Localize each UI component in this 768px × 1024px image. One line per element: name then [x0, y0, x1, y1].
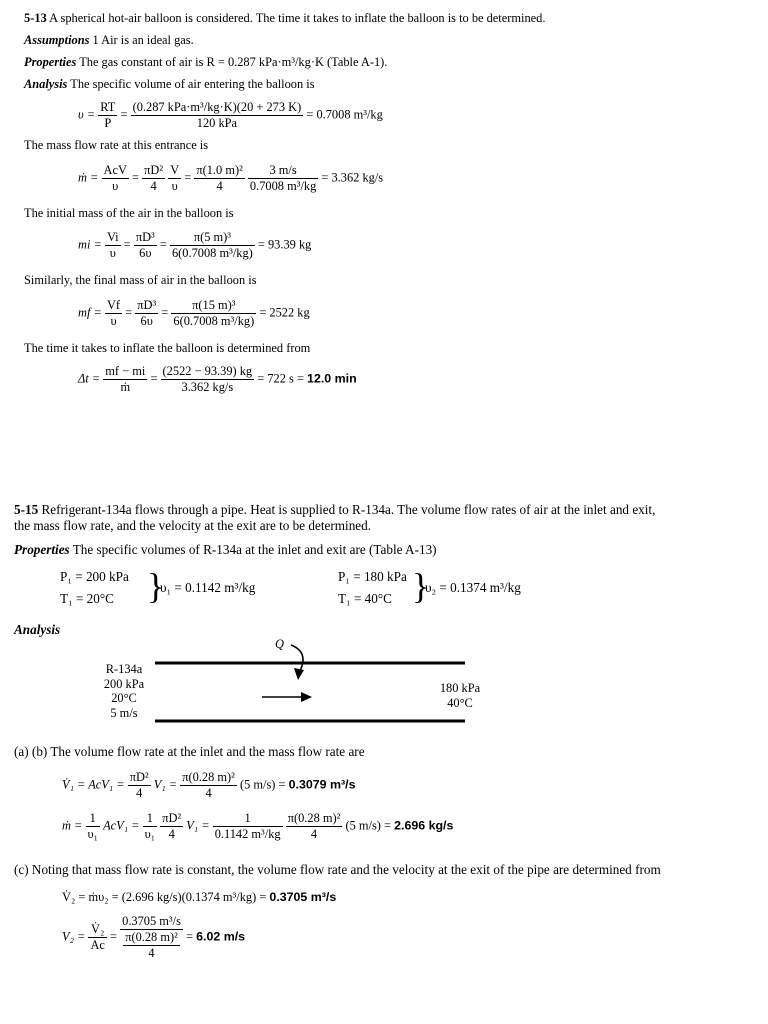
exit-temperature: T₁ = 40°C	[338, 591, 392, 606]
numerator: π(5 m)³	[170, 230, 255, 246]
inlet-velocity-label: 5 m/s	[110, 705, 138, 720]
eq-final-result: 12.0 min	[307, 371, 357, 386]
eq-intermediate: V₁ =	[186, 818, 210, 833]
part-c-text: (c) Noting that mass flow rate is constant, the volume flow rate and the velocity at the exit of the pipe are determined from	[14, 862, 661, 877]
numerator: π(0.28 m)²	[182, 770, 235, 784]
brace: }	[412, 566, 430, 606]
problem-number: 5-15	[14, 502, 39, 517]
heat-label: Q	[275, 637, 284, 651]
eq-lhs: V̇₁ = AcV₁ =	[62, 777, 125, 792]
numerator: π(0.28 m)²	[287, 811, 341, 825]
denominator: P	[104, 116, 112, 130]
eq-result: = 2522 kg	[259, 305, 310, 320]
fluid-label: R-134a	[105, 662, 143, 676]
numerator: πD³	[137, 298, 157, 312]
numerator: (0.287 kPa·m³/kg·K)(20 + 273 K)	[132, 100, 302, 114]
equals: =	[161, 305, 169, 320]
denominator: 120 kPa	[196, 116, 238, 130]
numerator: π(15 m)³	[171, 298, 256, 314]
denominator	[120, 930, 183, 961]
eq-result: = 0.7008 m³/kg	[306, 107, 383, 122]
final-mass-text: Similarly, the final mass of air in the balloon is	[24, 273, 257, 287]
numerator: 3 m/s	[248, 163, 318, 179]
eq-lhs: ṁ =	[62, 818, 83, 833]
mass-flow-rate-equation	[62, 811, 453, 842]
denominator: υ	[109, 246, 116, 260]
denominator: 6(0.7008 m³/kg)	[173, 314, 255, 328]
denominator: 6υ	[140, 314, 153, 328]
numerator: π(1.0 m)²	[196, 163, 243, 177]
equals: =	[184, 170, 192, 185]
inlet-labels	[88, 662, 160, 720]
denominator: 6υ	[139, 246, 152, 260]
problem-statement: Refrigerant-134a flows through a pipe. Heat is supplied to R-134a. The volume flow rates of air at the inlet and exit,	[41, 502, 656, 517]
eq-lhs: Δt =	[78, 371, 101, 386]
eq-lhs: mi =	[78, 237, 102, 252]
compound-fraction	[120, 914, 183, 961]
fraction	[88, 922, 106, 953]
numerator: V	[170, 163, 180, 177]
equals: =	[123, 237, 131, 252]
brace: }	[147, 566, 165, 606]
denominator: 4	[205, 786, 212, 800]
exit-volume-flow-equation	[62, 890, 336, 905]
eq-expression: V̇₂ = ṁυ₂ = (2.696 kg/s)(0.1374 m³/kg) =	[62, 890, 267, 904]
denominator: υ₁	[87, 827, 98, 841]
flow-arrowhead	[301, 692, 312, 702]
properties-label: Properties	[24, 55, 77, 69]
denominator: 4	[216, 179, 223, 193]
fraction	[128, 770, 151, 801]
problem-5-15-intro-line2: the mass flow rate, and the velocity at the exit are to be determined.	[14, 518, 372, 533]
denominator: 3.362 kg/s	[181, 380, 234, 394]
numerator: mf − mi	[105, 364, 146, 378]
equals: =	[120, 107, 128, 122]
numerator: AcV	[103, 163, 127, 177]
properties-text: The gas constant of air is R = 0.287 kPa·m³/kg·K (Table A-1).	[79, 55, 388, 69]
fraction	[286, 811, 343, 842]
eq-intermediate: = 722 s =	[257, 371, 304, 386]
equals: =	[110, 929, 118, 944]
exit-velocity-equation	[62, 914, 245, 961]
numerator: (2522 − 93.39) kg	[162, 364, 253, 378]
eq-final-result: 2.696 kg/s	[394, 818, 454, 833]
denominator: 4	[148, 946, 155, 960]
numerator: πD²	[129, 770, 149, 784]
denominator: υ	[112, 179, 119, 193]
outlet-pressure-label: 180 kPa	[439, 681, 481, 695]
eq-final-result: 0.3705 m³/s	[269, 890, 337, 904]
inlet-pressure: P₁ = 200 kPa	[60, 569, 129, 584]
fraction	[143, 811, 157, 842]
part-ab-text: (a) (b) The volume flow rate at the inlet and the mass flow rate are	[14, 744, 365, 759]
denominator: 0.1142 m³/kg	[214, 827, 281, 841]
numerator: πD²	[162, 811, 182, 825]
inlet-temperature-label: 20°C	[111, 691, 137, 705]
eq-lhs: ṁ =	[78, 170, 99, 185]
denominator: υ₁	[144, 827, 156, 841]
equals: =	[132, 170, 140, 185]
inlet-pressure-label: 200 kPa	[103, 676, 145, 691]
numerator: 1	[86, 811, 100, 827]
denominator: Ac	[90, 938, 105, 952]
denominator: ṁ	[120, 380, 131, 394]
assumptions-text: 1 Air is an ideal gas.	[92, 33, 194, 47]
eq-final-result: 6.02 m/s	[196, 929, 246, 944]
numerator: π(0.28 m)²	[125, 930, 178, 944]
exit-specific-volume: υ₂ = 0.1374 m³/kg	[425, 580, 521, 595]
assumptions-label: Assumptions	[24, 33, 90, 47]
numerator: RT	[100, 100, 116, 114]
problem-number: 5-13	[24, 11, 47, 25]
eq-tail: (5 m/s) =	[345, 818, 392, 833]
inlet-volume-flow-equation	[62, 770, 355, 801]
outlet-temperature-label: 40°C	[447, 696, 473, 710]
eq-intermediate: V₁ =	[153, 777, 178, 792]
fraction	[123, 930, 180, 961]
denominator: 4	[168, 827, 175, 841]
time-text: The time it takes to inflate the balloon is determined from	[24, 341, 311, 355]
analysis-label: Analysis	[24, 77, 68, 91]
mass-flow-text: The mass flow rate at this entrance is	[24, 138, 209, 152]
denominator: 6(0.7008 m³/kg)	[171, 246, 253, 260]
denominator: 4	[310, 827, 318, 841]
numerator: πD³	[135, 230, 155, 244]
numerator: V̇₂	[88, 922, 106, 938]
eq-lhs: υ =	[78, 107, 96, 122]
analysis-label: Analysis	[14, 622, 61, 637]
equals: =	[159, 237, 167, 252]
fraction	[160, 811, 183, 842]
eq-intermediate: AcV₁ =	[103, 818, 140, 833]
denominator: υ	[171, 179, 178, 193]
numerator: Vf	[106, 298, 121, 312]
heat-arrow	[291, 645, 303, 671]
eq-final-result: 0.3079 m³/s	[288, 777, 356, 792]
numerator: 1	[143, 811, 157, 827]
denominator: 0.7008 m³/kg	[249, 179, 317, 193]
problem-statement: A spherical hot-air balloon is considered. The time it takes to inflate the balloon is to be determined.	[49, 11, 546, 25]
properties-text: The specific volumes of R-134a at the inlet and exit are (Table A-13)	[72, 542, 437, 557]
outlet-labels	[428, 681, 492, 711]
numerator: πD²	[144, 163, 164, 177]
eq-lhs: V₂ =	[62, 929, 86, 944]
properties-label: Properties	[14, 542, 70, 557]
equals: =	[186, 929, 194, 944]
analysis-text: The specific volume of air entering the balloon is	[70, 77, 315, 91]
fraction	[213, 811, 283, 842]
inlet-temperature: T₁ = 20°C	[60, 591, 114, 606]
eq-tail: (5 m/s) =	[239, 777, 286, 792]
fraction	[86, 811, 100, 842]
eq-lhs: mf =	[78, 305, 102, 320]
numerator: Vi	[106, 230, 119, 244]
exit-pressure: P₁ = 180 kPa	[338, 569, 407, 584]
fraction	[180, 770, 237, 801]
numerator: 0.3705 m³/s	[122, 914, 181, 928]
denominator: υ	[110, 314, 117, 328]
eq-result: = 3.362 kg/s	[321, 170, 384, 185]
denominator: 4	[150, 179, 157, 193]
initial-mass-text: The initial mass of the air in the balloon is	[24, 206, 234, 220]
inlet-specific-volume: υ₁ = 0.1142 m³/kg	[160, 580, 256, 595]
numerator: 1	[213, 811, 283, 827]
equals: =	[125, 305, 133, 320]
eq-result: = 93.39 kg	[257, 237, 312, 252]
heat-arrowhead	[294, 668, 304, 680]
denominator: 4	[136, 786, 143, 800]
equals: =	[150, 371, 158, 386]
